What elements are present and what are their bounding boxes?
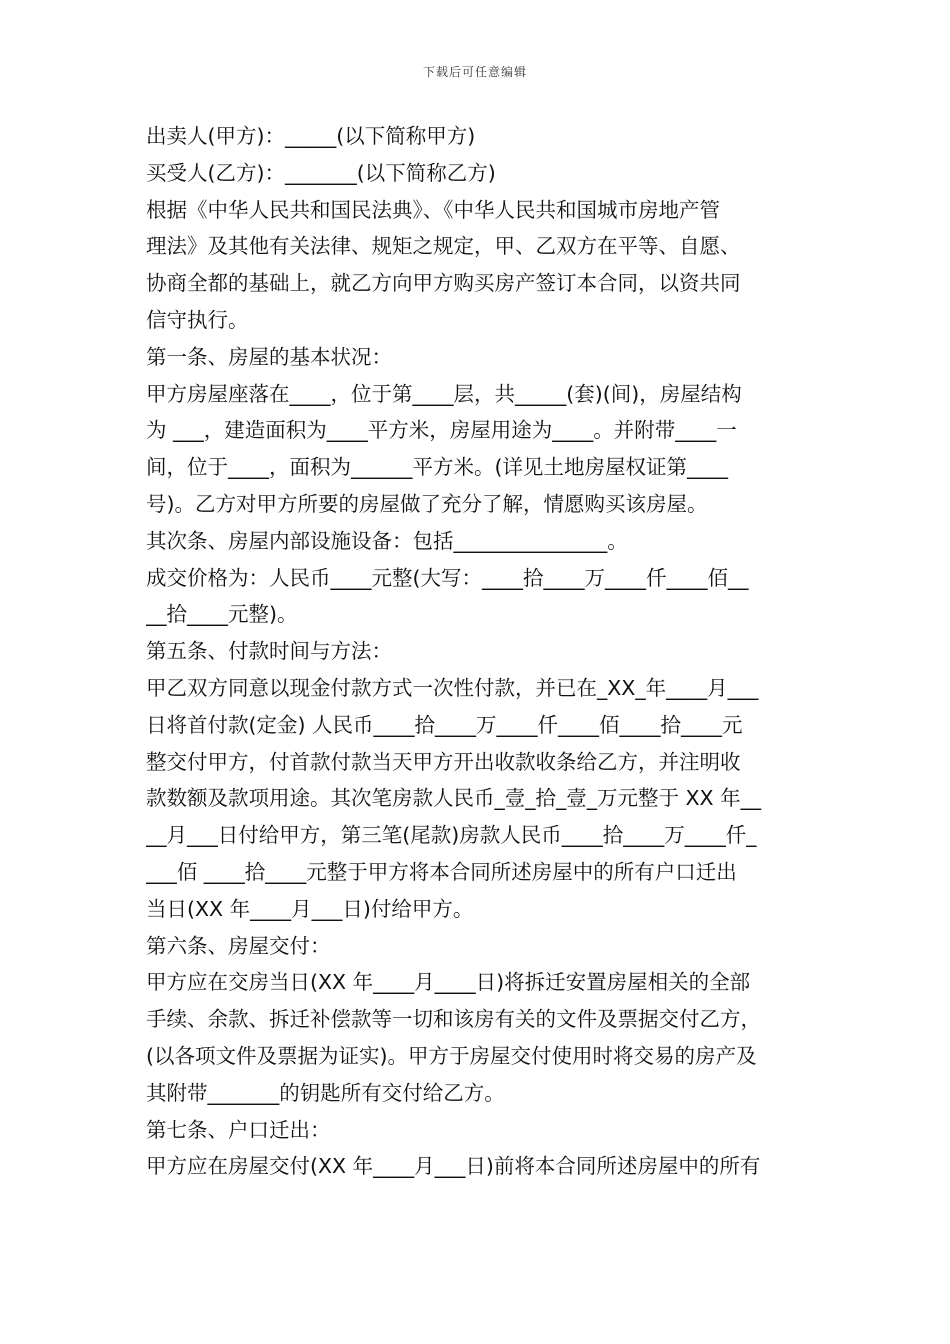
text-line: 手续、余款、拆迁补偿款等一切和该房有关的文件及票据交付乙方， (146, 1007, 761, 1032)
section-heading: 第六条、房屋交付： (146, 933, 331, 958)
text-line: 当日(XX 年____月___日)付给甲方。 (146, 896, 474, 921)
contract-body (146, 118, 810, 1185)
text-line: (以各项文件及票据为证实)。甲方于房屋交付使用时将交易的房产及 (146, 1043, 757, 1068)
text-line: 根据《中华人民共和国民法典》、《中华人民共和国城市房地产管 (146, 197, 720, 222)
text-line: __拾____元整)。 (146, 602, 298, 627)
text-line: 整交付甲方，付首款付款当天甲方开出收款收条给乙方，并注明收 (146, 749, 741, 774)
text-line: 为 ___，建造面积为____平方米，房屋用途为____。并附带____一 (146, 418, 737, 443)
text-line: 号)。乙方对甲方所要的房屋做了充分了解，情愿购买该房屋。 (146, 491, 708, 516)
text-line: 甲方房屋座落在____，位于第____层，共_____(套)(间)，房屋结构 (146, 381, 742, 406)
text-line: 信守执行。 (146, 307, 249, 332)
section-heading: 其次条、房屋内部设施设备：包括_______________。 (146, 528, 628, 553)
text-line: 款数额及款项用途。其次笔房款人民币_壹_拾_壹_万元整于 XX 年__ (146, 786, 762, 811)
section-heading: 第一条、房屋的基本状况： (146, 344, 392, 369)
text-line: 甲乙双方同意以现金付款方式一次性付款，并已在_XX_年____月___ (146, 675, 759, 700)
text-line: 成交价格为：人民币____元整(大写：____拾____万____仟____佰__ (146, 565, 749, 590)
text-line: 间，位于____，面积为______平方米。(详见土地房屋权证第____ (146, 455, 728, 480)
text-line: 出卖人(甲方)：_____(以下简称甲方) (146, 124, 476, 148)
page-header: 下载后可任意编辑 (422, 65, 527, 79)
text-line: __月___日付给甲方，第三笔(尾款)房款人民币____拾____万____仟_ (146, 823, 757, 848)
text-line: 理法》及其他有关法律、规矩之规定，甲、乙双方在平等、自愿、 (146, 234, 741, 259)
text-line: ___佰 ____拾____元整于甲方将本合同所述房屋中的所有户口迁出 (146, 859, 737, 884)
text-line: 甲方应在交房当日(XX 年____月____日)将拆迁安置房屋相关的全部 (146, 970, 751, 995)
text-line: 买受人(乙方)：_______(以下简称乙方) (146, 160, 496, 185)
text-line: 甲方应在房屋交付(XX 年____月___日)前将本合同所述房屋中的所有 (146, 1154, 761, 1179)
text-line: 其附带_______的钥匙所有交付给乙方。 (146, 1080, 505, 1105)
section-heading: 第五条、付款时间与方法： (146, 639, 392, 664)
text-line: 协商全都的基础上，就乙方向甲方购买房产签订本合同，以资共同 (146, 271, 741, 296)
text-line: 日将首付款(定金) 人民币____拾____万____仟____佰____拾____元 (146, 712, 743, 737)
section-heading: 第七条、户口迁出： (146, 1117, 331, 1142)
